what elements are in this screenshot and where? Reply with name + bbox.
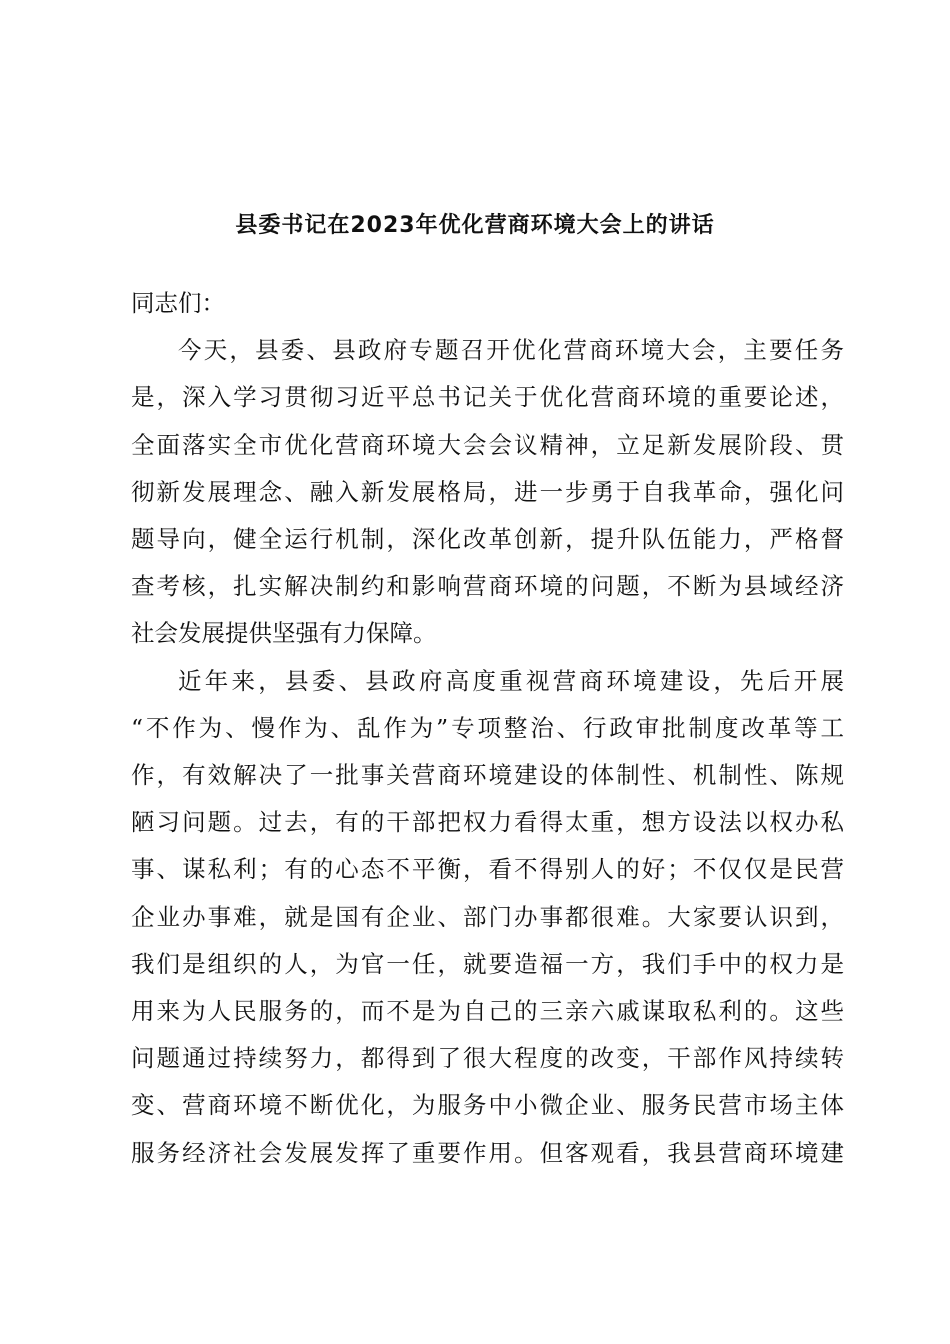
text-line: 查考核，扎实解决制约和影响营商环境的问题，不断为县域经济 <box>131 572 844 601</box>
text-line: 事、谋私利；有的心态不平衡，看不得别人的好；不仅仅是民营 <box>131 855 844 884</box>
text-line: 服务经济社会发展发挥了重要作用。但客观看，我县营商环境建 <box>131 1138 844 1167</box>
text-line: 陋习问题。过去，有的干部把权力看得太重，想方设法以权办私 <box>131 808 844 837</box>
text-line: 题导向，健全运行机制，深化改革创新，提升队伍能力，严格督 <box>131 525 844 554</box>
document-title: 县委书记在2023年优化营商环境大会上的讲话 <box>235 213 715 238</box>
text-line: 用来为人民服务的，而不是为自己的三亲六戚谋取私利的。这些 <box>131 997 844 1026</box>
salutation: 同志们： <box>131 289 225 317</box>
document-body <box>131 280 844 1177</box>
text-line: 近年来，县委、县政府高度重视营商环境建设，先后开展 <box>178 666 844 695</box>
paragraph-2 <box>131 658 844 1177</box>
text-line: 问题通过持续努力，都得到了很大程度的改变，干部作风持续转 <box>131 1044 844 1073</box>
text-line: 企业办事难，就是国有企业、部门办事都很难。大家要认识到， <box>131 902 844 931</box>
paragraph-1 <box>131 327 844 657</box>
text-line: 是，深入学习贯彻习近平总书记关于优化营商环境的重要论述， <box>131 383 844 412</box>
text-line: “不作为、慢作为、乱作为”专项整治、行政审批制度改革等工 <box>131 713 844 742</box>
text-line: 变、营商环境不断优化，为服务中小微企业、服务民营市场主体 <box>131 1091 844 1120</box>
text-line: 作，有效解决了一批事关营商环境建设的体制性、机制性、陈规 <box>131 761 844 790</box>
text-line: 社会发展提供坚强有力保障。 <box>131 619 437 648</box>
text-line: 全面落实全市优化营商环境大会会议精神，立足新发展阶段、贯 <box>131 430 844 459</box>
text-line: 今天，县委、县政府专题召开优化营商环境大会，主要任务 <box>178 336 844 365</box>
text-line: 彻新发展理念、融入新发展格局，进一步勇于自我革命，强化问 <box>131 477 844 506</box>
text-line: 我们是组织的人，为官一任，就要造福一方，我们手中的权力是 <box>131 949 844 978</box>
